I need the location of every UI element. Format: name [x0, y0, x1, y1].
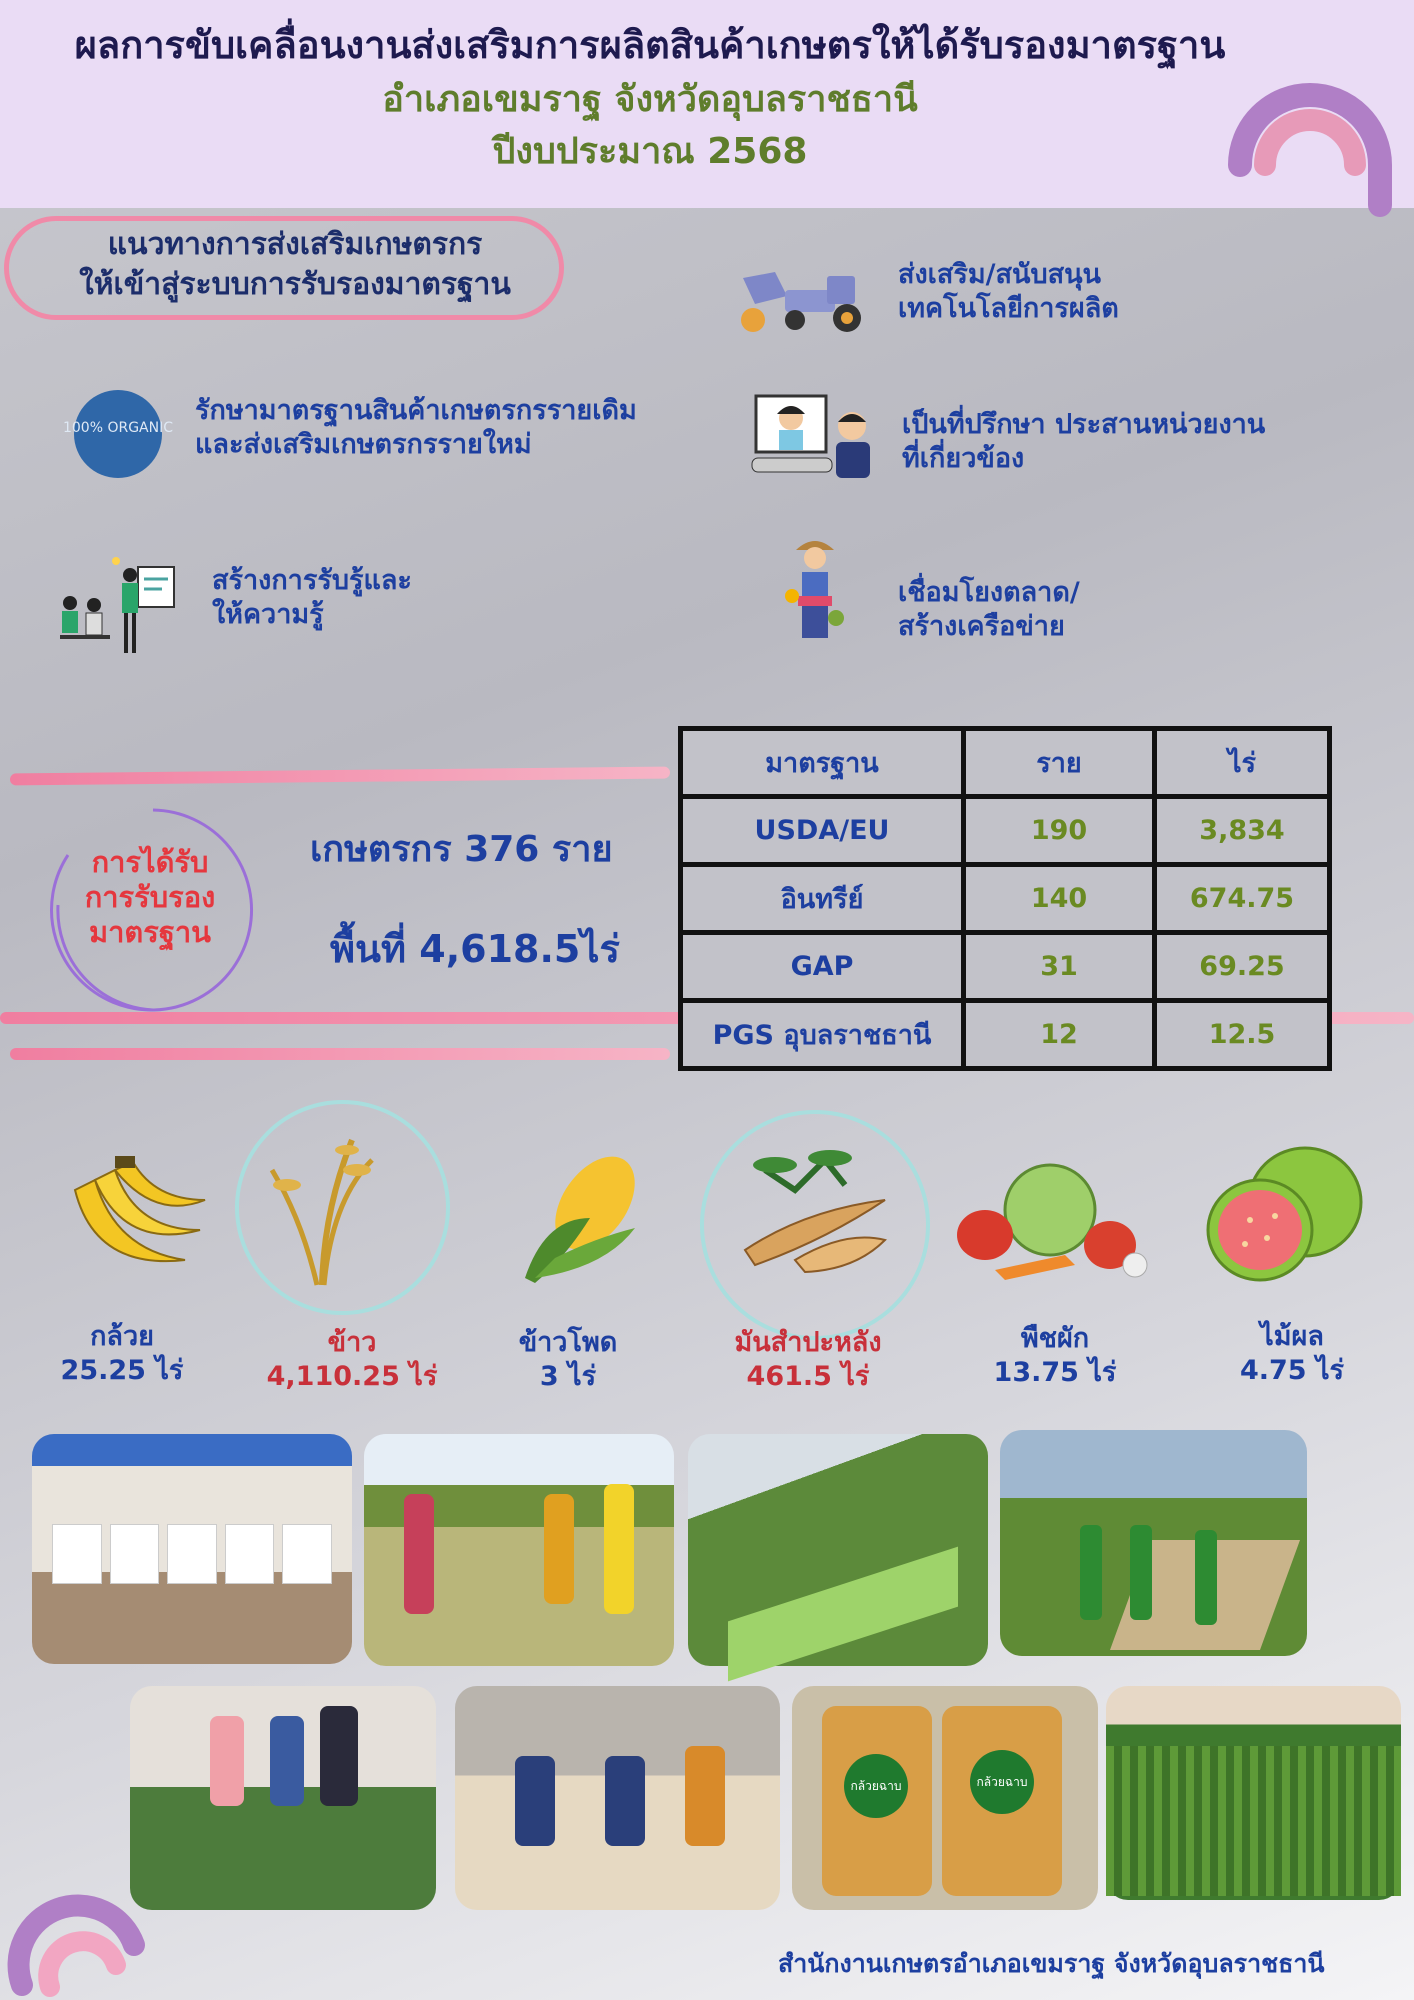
crop-name: มันสำปะหลัง: [734, 1327, 882, 1358]
banana-icon: [55, 1150, 205, 1290]
summary-band-top: [10, 767, 670, 786]
guideline-line: เป็นที่ปรึกษา ประสานหน่วยงาน: [902, 409, 1266, 440]
farmer-count-cell: 190: [964, 797, 1155, 865]
guideline-maintain-standard: [195, 394, 637, 462]
photo-certificate-group: [32, 1434, 352, 1664]
guideline-advisor: [902, 408, 1265, 476]
ring-line: มาตรฐาน: [89, 915, 211, 949]
header-rai: ไร่: [1155, 729, 1330, 797]
guideline-line: สร้างการรับรู้และ: [212, 565, 412, 596]
farmer-vendor-icon: [780, 532, 850, 647]
guideline-awareness: [212, 564, 412, 632]
guava-icon: [1205, 1140, 1365, 1285]
guideline-line: รักษามาตรฐานสินค้าเกษตรกรรายเดิม: [195, 395, 637, 426]
farmer-count-cell: 31: [964, 933, 1155, 1001]
crop-rice: [252, 1326, 452, 1394]
photo-corn-field: [1106, 1686, 1401, 1900]
standard-name: USDA/EU: [681, 797, 964, 865]
snack-label-badge: กล้วยฉาบ: [970, 1750, 1034, 1814]
area-cell: 674.75: [1155, 865, 1330, 933]
cassava-icon: [735, 1140, 895, 1280]
guideline-line: ให้ความรู้: [212, 599, 324, 630]
standard-name: PGS อุบลราชธานี: [681, 1001, 964, 1069]
total-area: พื้นที่ 4,618.5ไร่: [330, 927, 620, 971]
crop-fruit: [1192, 1320, 1392, 1388]
tractor-icon: [735, 268, 870, 336]
standards-table: [678, 726, 1332, 1071]
crop-vegetables: [955, 1322, 1155, 1390]
photo-field-team: [1000, 1430, 1307, 1656]
table-row: [681, 865, 1330, 933]
certificate-holders: [52, 1524, 332, 1584]
organic-badge-icon: [62, 388, 174, 480]
guideline-market: [898, 576, 1080, 644]
crop-corn: [468, 1326, 668, 1394]
guideline-heading-line1: แนวทางการส่งเสริมเกษตรกร: [107, 227, 483, 262]
area-cell: 3,834: [1155, 797, 1330, 865]
guideline-line: สร้างเครือข่าย: [898, 611, 1065, 642]
rainbow-icon: [10, 1855, 140, 1995]
guideline-line: เทคโนโลยีการผลิต: [898, 293, 1119, 324]
table-row: [681, 933, 1330, 1001]
guideline-line: ส่งเสริม/สนับสนุน: [898, 259, 1102, 290]
area-cell: 69.25: [1155, 933, 1330, 1001]
footer-office: สำนักงานเกษตรอำเภอเขมราฐ จังหวัดอุบลราชธานี: [778, 1949, 1325, 1978]
svg-text:100% ORGANIC: 100% ORGANIC: [62, 420, 174, 436]
table-row: [681, 797, 1330, 865]
fiscal-year-subtitle: ปีงบประมาณ 2568: [492, 131, 808, 172]
ring-line: การได้รับ: [91, 845, 209, 879]
guideline-line: ที่เกี่ยวข้อง: [902, 443, 1025, 474]
crop-name: ข้าวโพด: [518, 1327, 618, 1358]
standard-name: อินทรีย์: [681, 865, 964, 933]
ring-line: การรับรอง: [84, 880, 216, 914]
crop-name: พืชผัก: [1020, 1323, 1090, 1354]
farmer-count-cell: 140: [964, 865, 1155, 933]
standard-name: GAP: [681, 933, 964, 1001]
farmer-count-cell: 12: [964, 1001, 1155, 1069]
table-header-row: [681, 729, 1330, 797]
photo-field-inspection: [364, 1434, 674, 1666]
header-standard: มาตรฐาน: [681, 729, 964, 797]
table-row: [681, 1001, 1330, 1069]
crop-area: 25.25 ไร่: [60, 1355, 184, 1386]
crop-banana: [22, 1320, 222, 1388]
page-title: ผลการขับเคลื่อนงานส่งเสริมการผลิตสินค้าเกษตรให้ได้รับรองมาตรฐาน: [74, 23, 1226, 67]
crop-name: ไม้ผล: [1260, 1321, 1324, 1352]
photo-greenhouse-lettuce: [688, 1434, 988, 1666]
guideline-heading-line2: ให้เข้าสู่ระบบการรับรองมาตรฐาน: [79, 267, 511, 302]
photo-market-stall: [455, 1686, 780, 1910]
rainbow-icon: [1225, 60, 1395, 210]
crop-area: 3 ไร่: [539, 1361, 597, 1392]
vegetables-icon: [955, 1160, 1155, 1285]
online-consult-icon: [752, 392, 877, 482]
district-subtitle: อำเภอเขมราฐ จังหวัดอุบลราชธานี: [382, 79, 918, 120]
photo-vegetable-market: [130, 1686, 436, 1910]
crop-area: 4.75 ไร่: [1239, 1355, 1345, 1386]
farmer-count: เกษตรกร 376 ราย: [310, 829, 613, 870]
area-cell: 12.5: [1155, 1001, 1330, 1069]
header-farmers: ราย: [964, 729, 1155, 797]
rice-icon: [262, 1130, 382, 1290]
crop-cassava: [708, 1326, 908, 1394]
guideline-line: และส่งเสริมเกษตรกรรายใหม่: [195, 429, 532, 460]
certification-ring-label: [55, 845, 245, 950]
guideline-technology: [898, 258, 1119, 326]
photo-banana-chips: [792, 1686, 1098, 1910]
corn-icon: [515, 1148, 645, 1288]
training-icon: [58, 555, 180, 660]
crop-name: ข้าว: [327, 1327, 377, 1358]
crop-area: 461.5 ไร่: [746, 1361, 870, 1392]
guideline-line: เชื่อมโยงตลาด/: [898, 577, 1080, 608]
guideline-heading: [40, 225, 550, 305]
snack-label-badge: กล้วยฉาบ: [844, 1754, 908, 1818]
crop-area: 4,110.25 ไร่: [266, 1361, 438, 1392]
summary-band-bottom: [10, 1048, 670, 1060]
crop-name: กล้วย: [90, 1321, 154, 1352]
crop-area: 13.75 ไร่: [993, 1357, 1117, 1388]
